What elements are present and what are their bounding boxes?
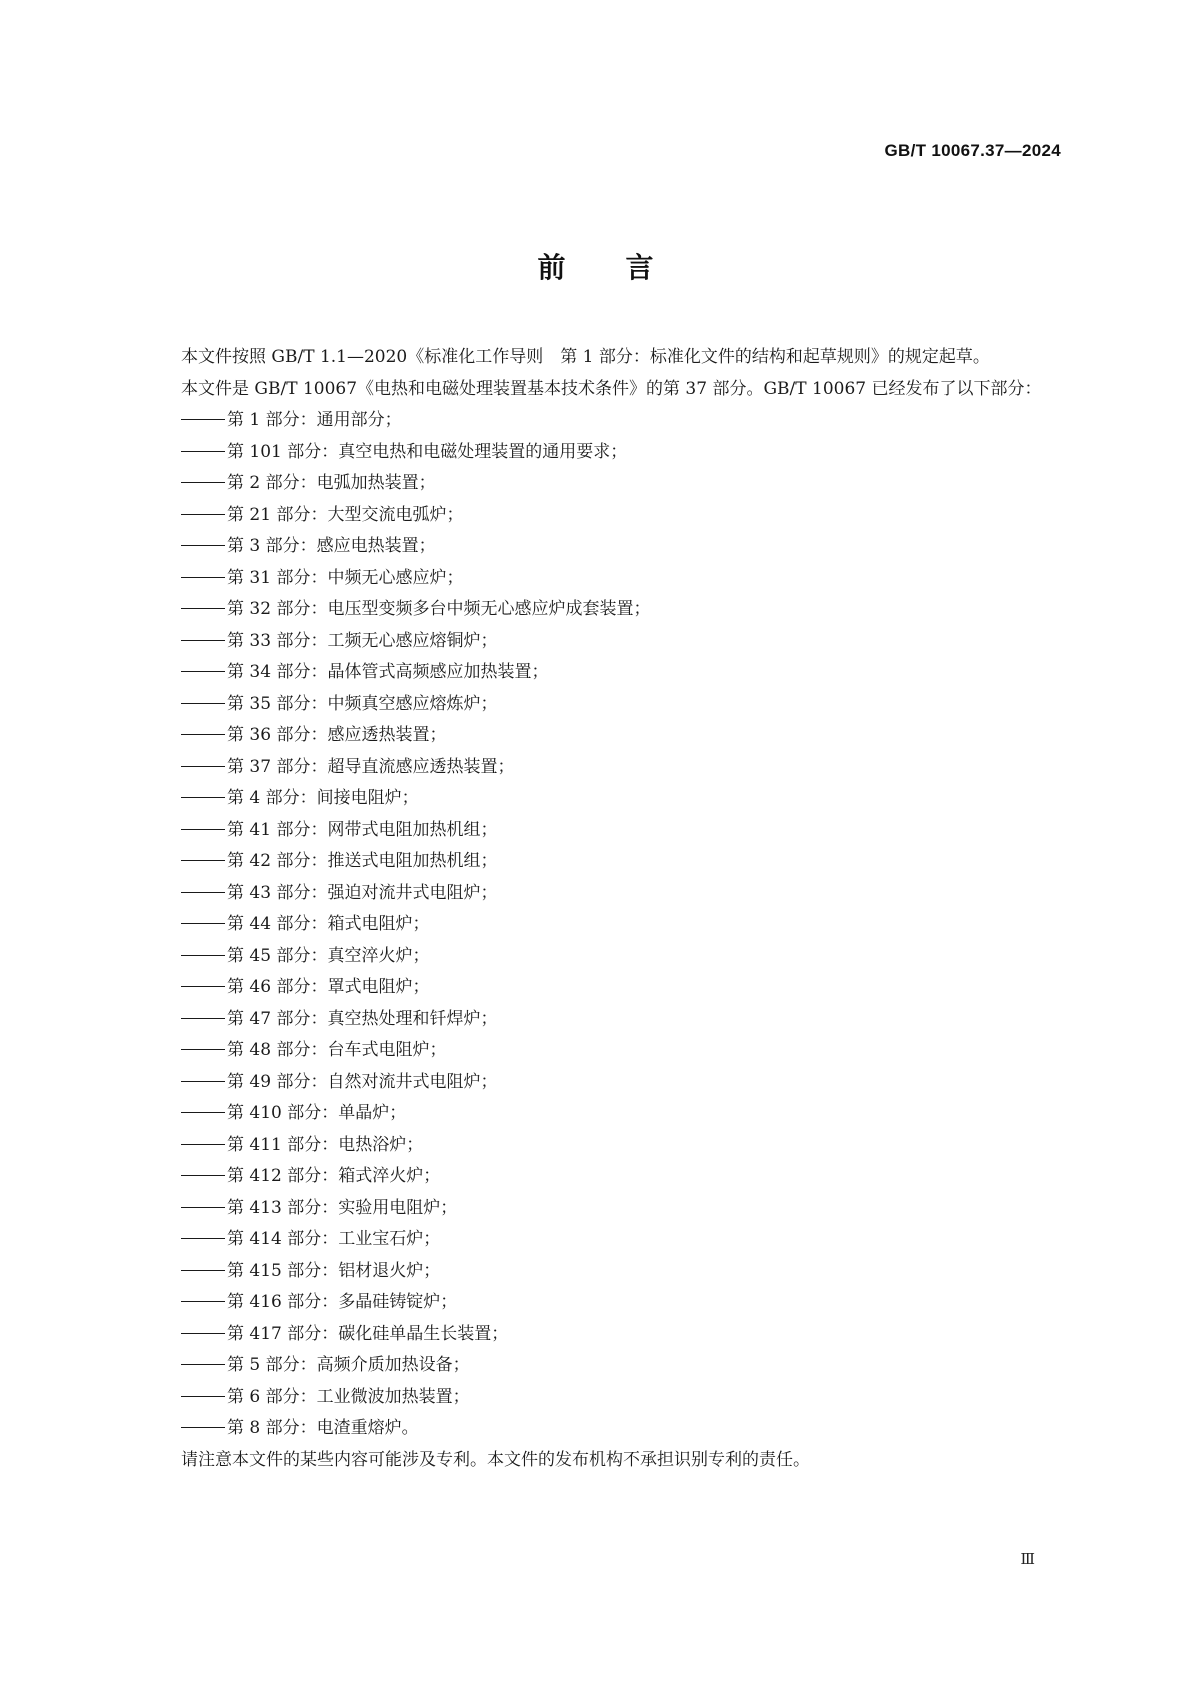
em-dash-marker (181, 1333, 225, 1334)
list-item-text: 第 5 部分：高频介质加热设备； (227, 1355, 470, 1375)
list-item (145, 1319, 1065, 1351)
page-title: 前言 (537, 251, 714, 284)
list-item-text: 第 48 部分：台车式电阻炉； (227, 1040, 447, 1060)
list-item (145, 1193, 1065, 1225)
list-item (145, 846, 1065, 878)
em-dash-marker (181, 860, 225, 861)
list-item (145, 1098, 1065, 1130)
list-item-text: 第 37 部分：超导直流感应透热装置； (227, 756, 515, 777)
em-dash-marker (181, 703, 225, 704)
list-item-text: 第 101 部分：真空电热和电磁处理装置的通用要求； (227, 441, 628, 462)
em-dash-marker (181, 1270, 225, 1271)
list-item-text: 第 47 部分：真空热处理和钎焊炉； (227, 1008, 498, 1029)
em-dash-marker (181, 1364, 225, 1365)
list-item-text: 第 31 部分：中频无心感应炉； (227, 567, 464, 588)
list-item-text: 第 410 部分：单晶炉； (227, 1103, 407, 1123)
em-dash-marker (181, 671, 225, 672)
em-dash-marker (181, 1018, 225, 1019)
em-dash-marker (181, 923, 225, 924)
em-dash-marker (181, 419, 225, 420)
intro-paragraph: 本文件按照 GB/T 1.1—2020《标准化工作导则 第 1 部分：标准化文件的结构和起草规则》的规定起草。 (181, 347, 990, 367)
em-dash-marker (181, 1175, 225, 1176)
list-item (145, 531, 1065, 563)
list-item (145, 752, 1065, 784)
parts-list (145, 405, 1065, 1445)
em-dash-marker (181, 955, 225, 956)
list-item-text: 第 412 部分：箱式淬火炉； (227, 1166, 441, 1186)
list-item-text: 第 45 部分：真空淬火炉； (227, 945, 430, 966)
list-item (145, 1350, 1065, 1382)
list-item-text: 第 44 部分：箱式电阻炉； (227, 914, 430, 934)
em-dash-marker (181, 451, 225, 452)
em-dash-marker (181, 1207, 225, 1208)
em-dash-marker (181, 1396, 225, 1397)
list-item (145, 563, 1065, 595)
list-item (145, 594, 1065, 626)
list-item-text: 第 33 部分：工频无心感应熔铜炉； (227, 630, 498, 651)
list-item (145, 941, 1065, 973)
list-item-text: 第 42 部分：推送式电阻加热机组； (227, 851, 498, 871)
page-number: Ⅲ (1020, 1550, 1035, 1568)
list-item (145, 1287, 1065, 1319)
list-item (145, 1224, 1065, 1256)
em-dash-marker (181, 1301, 225, 1302)
list-item (145, 909, 1065, 941)
list-item (145, 437, 1065, 469)
list-item (145, 1413, 1065, 1445)
em-dash-marker (181, 797, 225, 798)
em-dash-marker (181, 986, 225, 987)
list-item-text: 第 4 部分：间接电阻炉； (227, 788, 419, 808)
em-dash-marker (181, 1081, 225, 1082)
list-item-text: 第 43 部分：强迫对流井式电阻炉； (227, 882, 498, 903)
list-item-text: 第 46 部分：罩式电阻炉； (227, 977, 430, 997)
list-item (145, 1382, 1065, 1414)
list-item (145, 1035, 1065, 1067)
list-item-text: 第 6 部分：工业微波加热装置； (227, 1386, 470, 1407)
list-item (145, 689, 1065, 721)
list-item (145, 626, 1065, 658)
list-item-text: 第 2 部分：电弧加热装置； (227, 473, 436, 493)
list-item (145, 1004, 1065, 1036)
list-item (145, 783, 1065, 815)
list-item-text: 第 411 部分：电热浴炉； (227, 1134, 424, 1155)
list-item-text: 第 8 部分：电渣重熔炉。 (227, 1418, 419, 1438)
list-item-text: 第 1 部分：通用部分； (227, 410, 402, 430)
list-item (145, 1161, 1065, 1193)
list-item-text: 第 36 部分：感应透热装置； (227, 725, 447, 745)
list-item (145, 815, 1065, 847)
list-item-text: 第 413 部分：实验用电阻炉； (227, 1197, 458, 1218)
list-item-text: 第 32 部分：电压型变频多台中频无心感应炉成套装置； (227, 599, 651, 619)
list-item (145, 500, 1065, 532)
list-item (145, 1067, 1065, 1099)
list-item (145, 1256, 1065, 1288)
em-dash-marker (181, 1049, 225, 1050)
em-dash-marker (181, 892, 225, 893)
list-item (145, 468, 1065, 500)
em-dash-marker (181, 482, 225, 483)
list-item-text: 第 21 部分：大型交流电弧炉； (227, 504, 464, 525)
em-dash-marker (181, 577, 225, 578)
list-item-text: 第 415 部分：铝材退火炉； (227, 1260, 441, 1281)
list-item (145, 972, 1065, 1004)
em-dash-marker (181, 1427, 225, 1428)
list-item-text: 第 49 部分：自然对流井式电阻炉； (227, 1071, 498, 1092)
em-dash-marker (181, 608, 225, 609)
list-item (145, 405, 1065, 437)
em-dash-marker (181, 514, 225, 515)
list-item-text: 第 3 部分：感应电热装置； (227, 536, 436, 556)
series-paragraph: 本文件是 GB/T 10067《电热和电磁处理装置基本技术条件》的第 37 部分。GB/T 10067 已经发布了以下部分： (181, 378, 1042, 399)
document-body (145, 342, 1065, 1476)
list-item-text: 第 417 部分：碳化硅单晶生长装置； (227, 1323, 509, 1344)
em-dash-marker (181, 734, 225, 735)
em-dash-marker (181, 1112, 225, 1113)
list-item (145, 1130, 1065, 1162)
list-item (145, 720, 1065, 752)
list-item-text: 第 41 部分：网带式电阻加热机组； (227, 819, 498, 840)
em-dash-marker (181, 545, 225, 546)
em-dash-marker (181, 829, 225, 830)
list-item (145, 878, 1065, 910)
em-dash-marker (181, 1238, 225, 1239)
list-item (145, 657, 1065, 689)
em-dash-marker (181, 766, 225, 767)
patent-notice: 请注意本文件的某些内容可能涉及专利。本文件的发布机构不承担识别专利的责任。 (181, 1449, 810, 1470)
list-item-text: 第 34 部分：晶体管式高频感应加热装置； (227, 662, 549, 682)
list-item-text: 第 416 部分：多晶硅铸锭炉； (227, 1292, 458, 1312)
em-dash-marker (181, 640, 225, 641)
standard-number: GB/T 10067.37—2024 (884, 141, 1061, 160)
list-item-text: 第 414 部分：工业宝石炉； (227, 1229, 441, 1249)
em-dash-marker (181, 1144, 225, 1145)
list-item-text: 第 35 部分：中频真空感应熔炼炉； (227, 693, 498, 714)
